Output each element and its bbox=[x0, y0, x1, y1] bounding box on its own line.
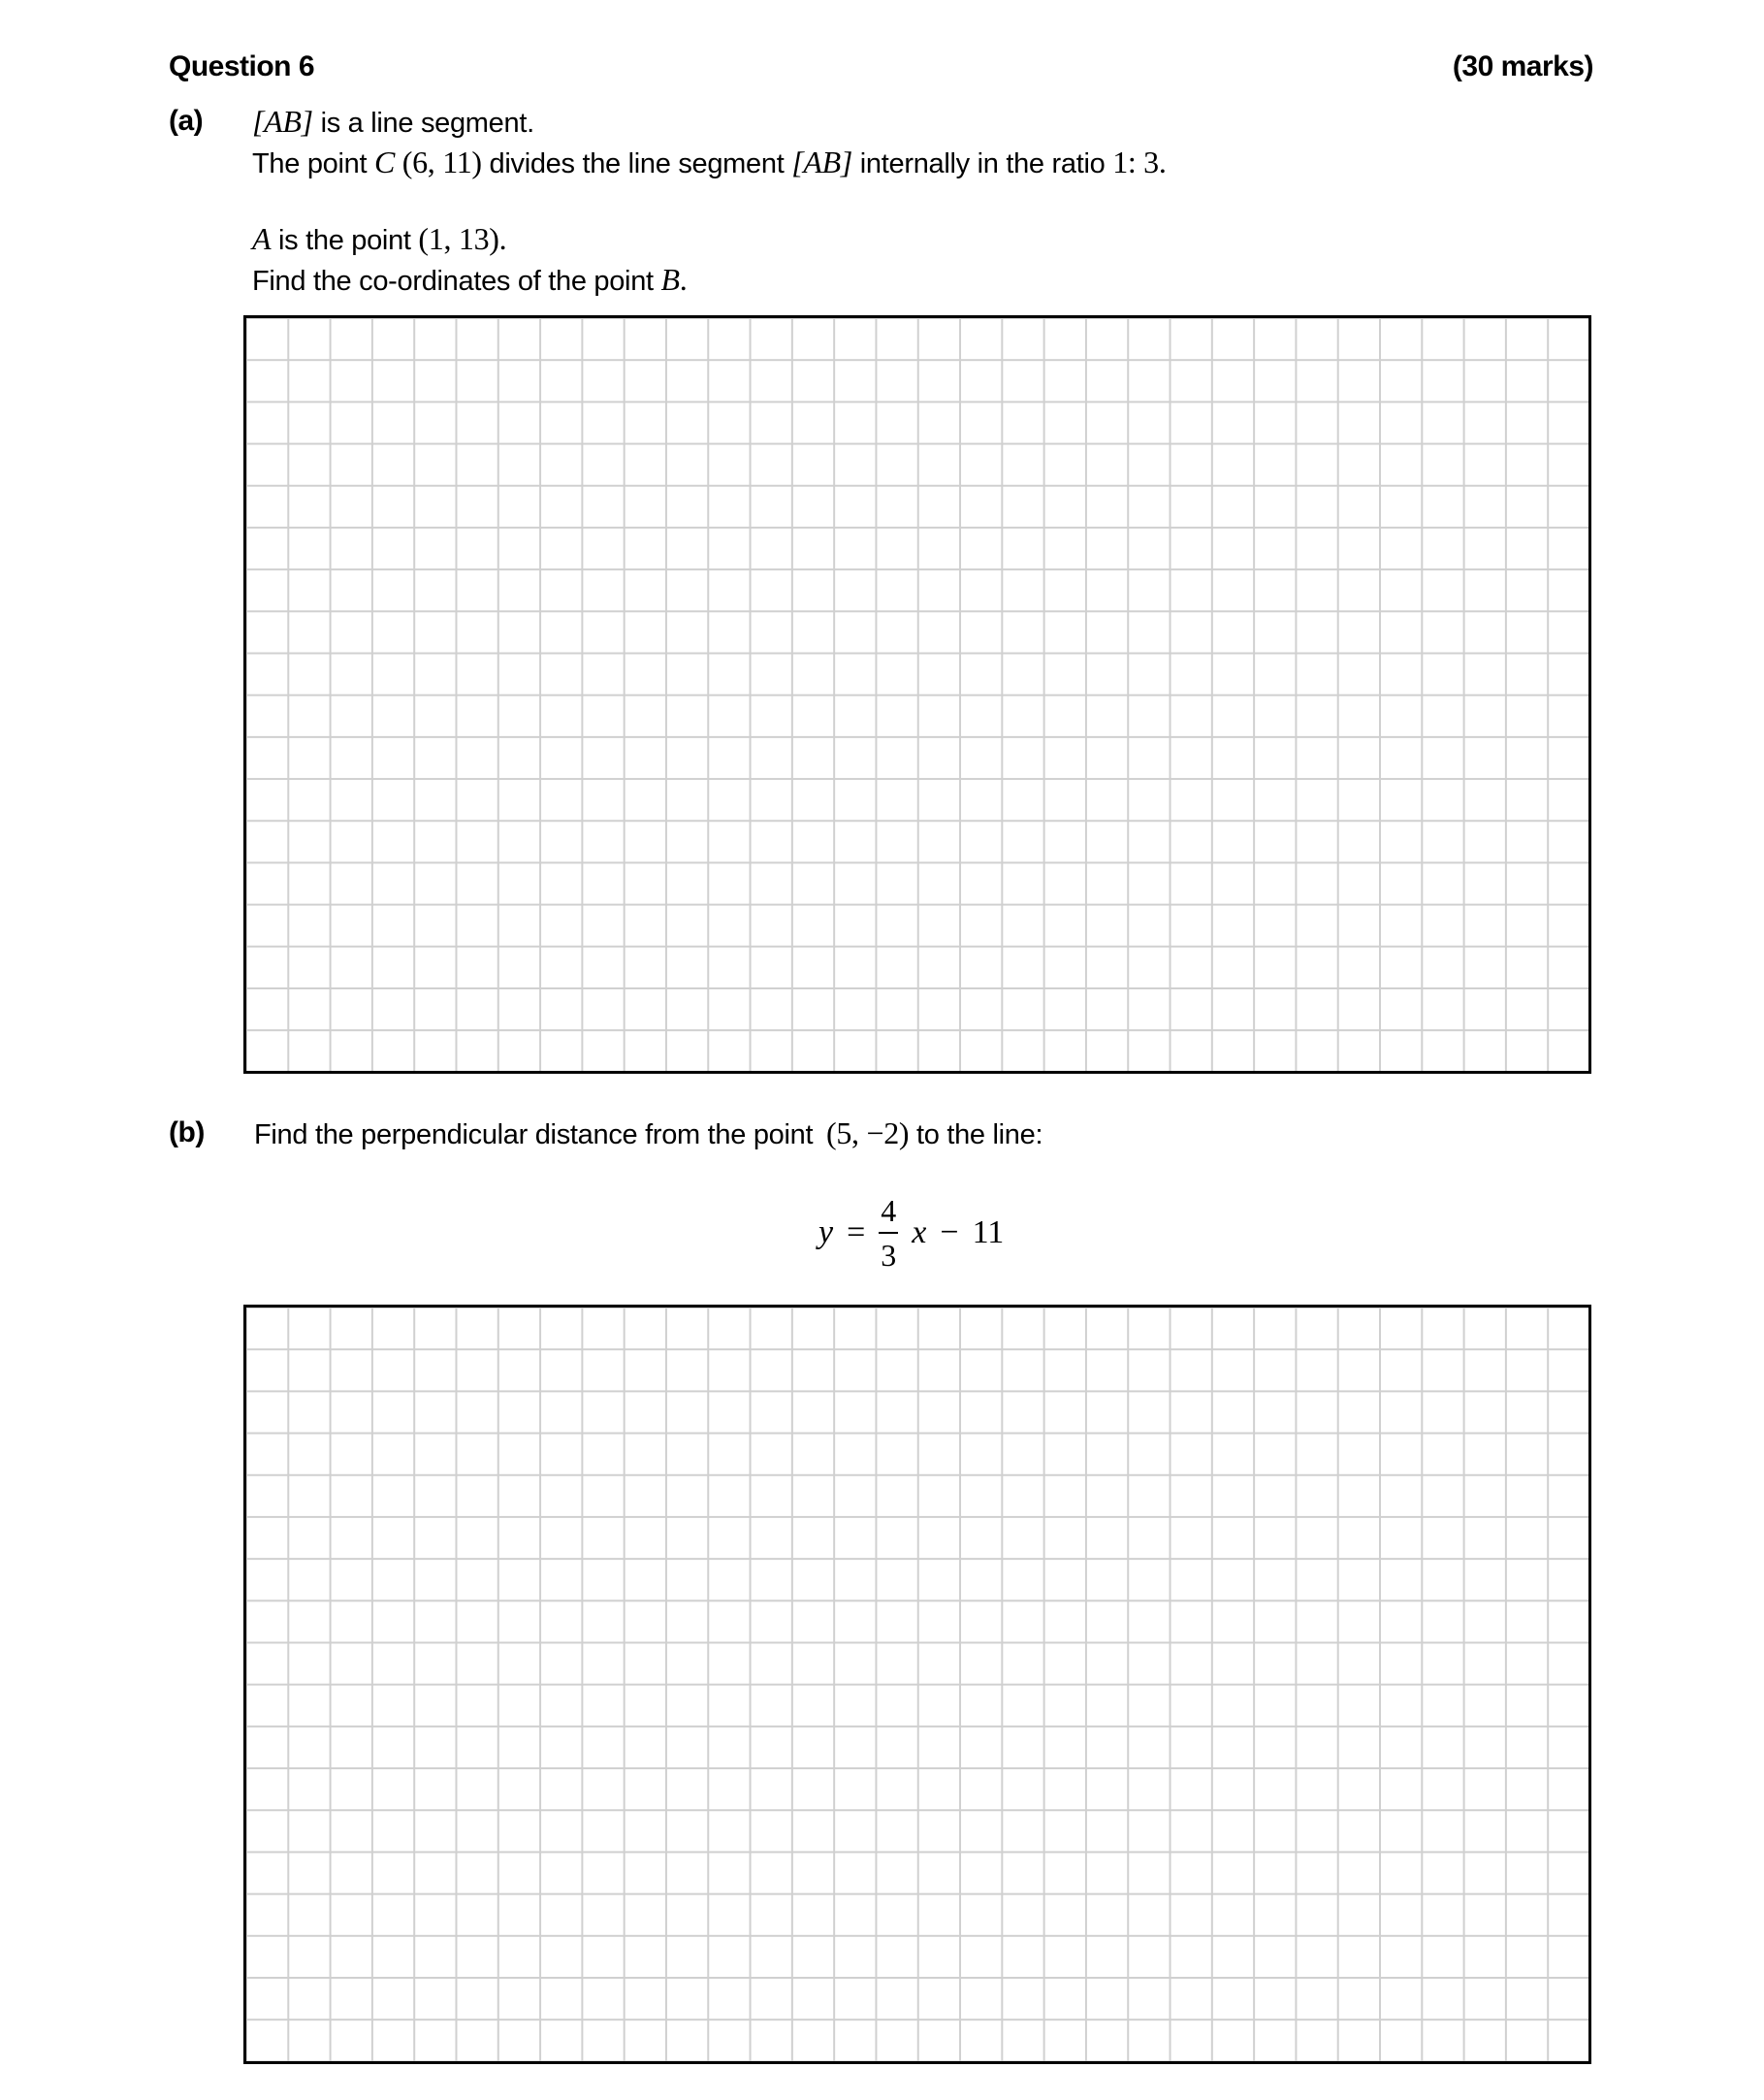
part-b-line-1 bbox=[254, 1115, 1042, 1151]
segment-ab: [AB] bbox=[252, 104, 313, 139]
point-b: B bbox=[660, 262, 680, 297]
line-text: divides the line segment bbox=[481, 148, 792, 179]
point-a: A bbox=[252, 221, 272, 256]
equation-equals: = bbox=[847, 1214, 866, 1250]
equation-operator: − bbox=[940, 1214, 959, 1250]
line-text: to the line: bbox=[909, 1119, 1043, 1150]
ratio: 1: 3 bbox=[1112, 145, 1159, 179]
part-b-answer-box[interactable] bbox=[243, 1305, 1591, 2064]
fraction bbox=[879, 1195, 898, 1271]
line-text: internally in the ratio bbox=[852, 148, 1113, 179]
period: . bbox=[1158, 145, 1167, 179]
question-title: Question 6 bbox=[169, 50, 315, 82]
part-a-line-3 bbox=[252, 221, 506, 257]
line-text: The point bbox=[252, 148, 374, 179]
line-text: Find the perpendicular distance from the point bbox=[254, 1119, 820, 1150]
part-a-line-2 bbox=[252, 145, 1167, 180]
segment-ab: [AB] bbox=[791, 145, 853, 179]
line-text: is a line segment. bbox=[312, 108, 534, 139]
fraction-denominator: 3 bbox=[881, 1238, 897, 1273]
point-coords: (5, −2) bbox=[825, 1115, 910, 1150]
question-marks: (30 marks) bbox=[1452, 50, 1593, 82]
part-a-line-1 bbox=[252, 104, 534, 140]
equation-lhs: y bbox=[818, 1214, 834, 1250]
period: . bbox=[679, 262, 688, 297]
part-b-label: (b) bbox=[169, 1116, 205, 1148]
line-text: Find the co-ordinates of the point bbox=[252, 266, 661, 297]
point-c-coords: (6, 11) bbox=[395, 145, 482, 179]
line-equation bbox=[818, 1195, 1004, 1271]
part-a-line-4 bbox=[252, 262, 688, 298]
point-c: C bbox=[373, 145, 396, 179]
period: . bbox=[498, 221, 507, 256]
equation-constant: 11 bbox=[972, 1214, 1005, 1250]
fraction-numerator: 4 bbox=[881, 1193, 897, 1228]
point-a-coords: (1, 13) bbox=[418, 221, 499, 256]
fraction-bar bbox=[879, 1232, 898, 1234]
equation-variable: x bbox=[912, 1214, 927, 1250]
part-a-answer-box[interactable] bbox=[243, 315, 1591, 1074]
line-text: is the point bbox=[271, 225, 419, 256]
part-a-label: (a) bbox=[169, 105, 204, 137]
